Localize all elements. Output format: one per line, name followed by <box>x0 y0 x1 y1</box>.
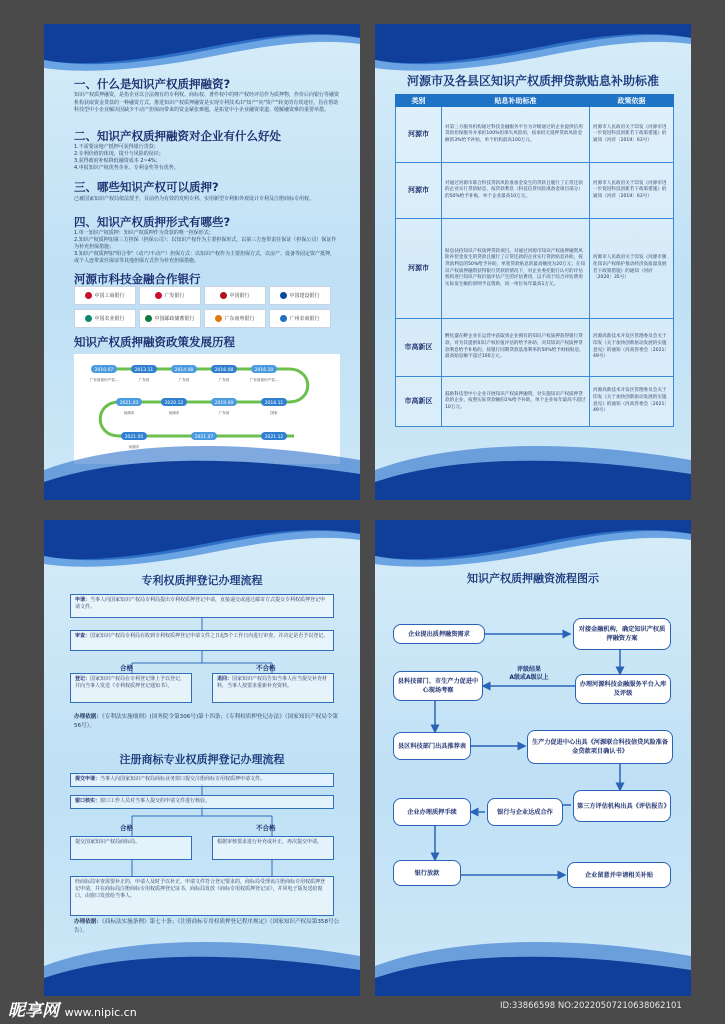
basis-cell: 河源高新技术开发区管理委员会关于印发《关于加快创新驱动发展的实施意见》的通知（河高管委会〔2021〕49号） <box>590 319 674 377</box>
timeline-year: 2018.11 <box>264 401 284 406</box>
city-cell: 市高新区 <box>396 319 442 377</box>
section-text-3: 已被国家知识产权局依法授予，目前仍为有效的发明专利、实用新型专利和外观设计专利及注册商标专用权。 <box>74 196 315 202</box>
flow-node-site-visit: 县科技部门、市生产力促进中心现场考察 <box>393 671 483 701</box>
timeline-year: 2013.11 <box>134 368 154 373</box>
bank-logo-grid <box>74 286 332 328</box>
step-text: 当事人向国家知识产权局商标业务窗口提交注册商标专用权质押申请文件。 <box>100 776 266 782</box>
panel-ip-pledge-intro <box>44 24 360 500</box>
timeline-year: 2020.12 <box>164 401 184 406</box>
panel-content <box>375 520 691 996</box>
flow-node-bank-cooperation: 银行与企业达成合作 <box>487 798 563 826</box>
flow-node-confirmation: 生产力促进中心出具《河源联合科技信贷风险准备金贷款项目确认书》 <box>527 730 673 764</box>
bank-logo <box>204 286 266 305</box>
step-label: 审查： <box>75 633 91 639</box>
section-heading-3: 三、哪些知识产权可以质押? <box>74 180 219 194</box>
column-header: 贴息补助标准 <box>442 95 590 107</box>
basis-cell: 河源市人民政府关于印发《河源市进一步促进科技创新若干政策措施》的通知（河府〔2019〕63号） <box>590 107 674 163</box>
timeline-label: 河源市 <box>128 445 140 449</box>
bank-logo <box>74 309 136 328</box>
timeline-label: 广东省 <box>218 378 230 382</box>
timeline-label: 广东省知识产权... <box>249 378 279 382</box>
list-item: 3.获得政府补贴降低融资成本 2~4%； <box>74 158 161 164</box>
standard-cell: 孵化器在孵企业在运营中获取到企业拥有的知识产权质押获得银行贷款，对为其提供知识产权价值评估的给予补助，对其知识产权质押贷款利息给予补贴的，按银行同期贷款基准利率的50%给予财政贴息，最高贴息额不超过100万元。 <box>442 319 590 377</box>
step-submit <box>70 773 334 787</box>
timeline-label: 河源市 <box>168 411 180 415</box>
standard-cell: 对第三方服务机构通过科技金融服务平台为评级通过的企业提供信用贷款担保服务并承担100%担保失风险的，按承担无抵押贷款风险金额的3%给予补贴，单个机构最高100万元。 <box>442 107 590 163</box>
timeline-year: 2019.09 <box>214 401 234 406</box>
bank-name: 广东南粤银行 <box>224 316 255 322</box>
bank-logo <box>139 309 201 328</box>
flow-node-subsidy-apply: 企业留意并申请相关补贴 <box>567 862 671 888</box>
bank-name: 中国农业银行 <box>94 316 125 322</box>
step-register <box>70 673 192 703</box>
step-label: 退回： <box>217 676 233 682</box>
rating-result-label: 评级结果 A级或A级以上 <box>509 666 549 681</box>
fail-label: 不合格 <box>256 664 276 672</box>
patent-process-title: 专利权质押登记办理流程 <box>141 574 263 587</box>
step-label: 窗口核实： <box>75 798 101 804</box>
bank-name: 中国银行 <box>229 293 250 299</box>
subsidy-table <box>395 94 674 427</box>
panel-subsidy-standards <box>375 24 691 500</box>
timeline-year: 2021.07 <box>194 435 214 440</box>
standard-cell: 贴息扶持知识产权质押贷款项目。对通过河源市知识产权质押融资风险补偿金发生的贷款且履行了正常还款的企业实行贷款贴息补助，按贷款利息的50%给予补助，单笔贷款贴息的最高额度为20万元；在知识产权质押融资获得银行贷款的情况下，对企业委托银行认可的评估机构进行知识产权价值评估产生的评估费用，以不高于综合评估费用实际发生额的原则予以资助，同一单位每年最高1万元。 <box>442 219 590 319</box>
step-review <box>70 630 334 651</box>
basis-cell: 河源市人民政府关于印发《河源市进一步促进科技创新若干政策措施》的通知（河府〔2019〕63号） <box>590 163 674 219</box>
bottom-wave-decoration <box>375 926 691 996</box>
timeline-label: 河源市 <box>123 411 135 415</box>
basis-cell: 河源高新技术开发区管理委员会关于印发《关于加快创新驱动发展的实施意见》的通知（河高管委会〔2021〕49号） <box>590 377 674 427</box>
bank-logo <box>139 286 201 305</box>
flowchart-title: 知识产权质押融资流程图示 <box>467 572 599 585</box>
step-final-registration: 经商标局审查需要补正的，申请人及时予以补正。申请文件符合登记要求的，商标局受理该注册商标专用权质押登记申请，并在商标局注册商标专用权质押登记证书，商标局发放《商标专用权质押登记证》，并同电子版发送给窗口，由窗口发放给当事人。 <box>70 876 334 916</box>
timeline-year: 2021.03 <box>119 401 139 406</box>
timeline-year: 2021.12 <box>264 435 284 440</box>
list-item: 2.专利价值的体现，提升与风险的误识； <box>74 151 164 157</box>
table-header-row <box>396 95 674 107</box>
city-cell: 河源市 <box>396 163 442 219</box>
bank-emblem-icon <box>145 315 152 322</box>
timeline-label: 广东省 <box>218 411 230 415</box>
city-cell: 河源市 <box>396 107 442 163</box>
step-window-check <box>70 795 334 809</box>
panel-registration-process <box>44 520 360 996</box>
flow-node-demand: 企业提出质押融资需求 <box>393 624 485 644</box>
basis-text: 《专利法实施细则》(国务院令第306号)第十四条；《专利权质押登记办法》（国家知识产权局令第56号）。 <box>74 714 338 729</box>
watermark-id: ID:33866598 NO:20220507210638062101 <box>500 1001 682 1011</box>
standard-cell: 鼓励科技型中小企业开展知识产权质押融资，对实施知识产权质押贷款的企业，按照实际贷款额的2%给予补助，单个企业每年最高不超过10万元。 <box>442 377 590 427</box>
list-item: 4.申报知识产权优势企业、专利金奖等有优势。 <box>74 165 179 171</box>
timeline-label: 广东省 <box>138 378 150 382</box>
bank-name: 广州农商银行 <box>289 316 320 322</box>
step-text: 国家知识产权局专利局在收到专利权质押登记申请文件之日起5个工作日内进行审查，并决定是否予以登记。 <box>90 633 329 639</box>
subsidy-title: 河源市及各县区知识产权质押贷款贴息补助标准 <box>406 74 659 88</box>
watermark-site: www.nipic.cn <box>64 1006 137 1019</box>
basis-label: 办理依据： <box>74 919 102 925</box>
trademark-process-title: 注册商标专业权质押登记办理流程 <box>119 753 285 766</box>
bank-logo <box>204 309 266 328</box>
bank-emblem-icon <box>220 292 227 299</box>
step-text: 当事人向国家知识产权局专利局提出专利权质押登记申请，直接递交或通过邮寄方式提交专利权质押登记申请文件。 <box>75 597 326 610</box>
banks-title: 河源市科技金融合作银行 <box>74 272 201 286</box>
table-row <box>396 163 674 219</box>
column-header: 政策依据 <box>590 95 674 107</box>
table-row <box>396 219 674 319</box>
list-item: 2.知识产权质押加第三方担保（担保公司）：以知识产权作为主要担保形式，以第三方连带责任保证（担保公司）保证作为补充担保措施； <box>74 237 337 250</box>
city-cell: 市高新区 <box>396 377 442 427</box>
bank-emblem-icon <box>85 292 92 299</box>
bank-logo <box>269 309 331 328</box>
basis-cell: 河源市人民政府关于印发《河源市强化知识产权保护推动经济高质量发展若干政策措施》的通知（河府〔2020〕35号） <box>590 219 674 319</box>
table-row <box>396 319 674 377</box>
timeline-label: 国家 <box>270 411 278 415</box>
table-row <box>396 377 674 427</box>
step-text: 窗口工作人员对当事人提交的申请文件进行核验。 <box>100 798 211 804</box>
patent-basis <box>74 713 344 731</box>
bank-name: 广发银行 <box>164 293 185 299</box>
bank-logo <box>74 286 136 305</box>
flow-node-evaluation-report: 第三方评估机构出具《评估报告》 <box>573 790 671 822</box>
basis-label: 办理依据： <box>74 714 102 720</box>
bank-emblem-icon <box>280 315 287 322</box>
bottom-wave-decoration <box>375 430 691 500</box>
section-list-4 <box>74 230 340 265</box>
pass-label: 合格 <box>120 664 133 672</box>
flow-node-recommendation: 县区科技部门出具推荐表 <box>393 732 471 760</box>
timeline-year: 2016.10 <box>254 368 274 373</box>
step-label: 申请： <box>75 597 91 603</box>
panel-content <box>44 24 360 500</box>
timeline-year: 2010.07 <box>94 368 114 373</box>
section-list-2 <box>74 144 340 172</box>
bottom-wave-decoration <box>44 430 360 500</box>
table-row <box>396 107 674 163</box>
basis-text: 《商标法实施条例》第七十条；《注册商标专用权质押登记程序规定》（国家知识产权局第358号公告）。 <box>74 919 340 934</box>
flow-node-loan-release: 银行放款 <box>393 860 461 886</box>
flow-node-platform-rating: 办理河源科技金融服务平台入库及评级 <box>575 674 671 704</box>
timeline-year: 2014.08 <box>174 368 194 373</box>
timeline-label: 广东省知识产权... <box>89 378 119 382</box>
bank-emblem-icon <box>155 292 162 299</box>
bank-name: 中国建设银行 <box>289 293 320 299</box>
step-label: 提交申请： <box>75 776 101 782</box>
city-cell: 河源市 <box>396 219 442 319</box>
bottom-wave-decoration <box>44 926 360 996</box>
step-fail-resubmit: 根据审核要求进行补充或补正，再次提交申请。 <box>212 836 334 860</box>
flow-node-bank-matching: 对接金融机构，确定知识产权质押融资方案 <box>573 618 671 650</box>
step-label: 登记： <box>75 676 91 682</box>
step-text: 国家知识产权局告知当事人应当提交补充材料，当事人按要求重新补充资料。 <box>217 676 328 689</box>
step-pass-submit: 提交国家知识产权局商标局。 <box>70 836 192 860</box>
bank-logo <box>269 286 331 305</box>
bank-emblem-icon <box>215 315 222 322</box>
column-header: 类别 <box>396 95 442 107</box>
flow-node-pledge-procedure: 企业办理质押手续 <box>393 798 471 826</box>
list-item: 1.单一知识产权质押：知识产权质押作为贷款的唯一担保形式； <box>74 230 214 236</box>
timeline-year: 2016.08 <box>214 368 234 373</box>
site-watermark <box>8 996 137 1021</box>
section-heading-4: 四、知识产权质押形式有哪些? <box>74 215 231 229</box>
step-reject <box>212 673 334 703</box>
fail-label: 不合格 <box>256 824 276 832</box>
list-item: 3.知识产权质押加"组合拳"（动产/不动产）担保方式：以知识产权作为主要担保方式，以房产、设备等固定资产抵押，或个人连带责任保证等其他担保方式作为补充担保措施。 <box>74 251 336 264</box>
standard-cell: 对通过河源市联合科技贷款风险准备金发生的贷款且履行了正常还款的企业实行贷款贴息，按贷款利息（科技信贷风险准备金项目部分）的50%给予补贴，单个企业最高10万元。 <box>442 163 590 219</box>
timeline-label: 广东省 <box>178 378 190 382</box>
watermark-logo: 昵享网 <box>8 1001 59 1021</box>
bank-emblem-icon <box>280 292 287 299</box>
bank-emblem-icon <box>85 315 92 322</box>
panel-financing-flowchart <box>375 520 691 996</box>
section-heading-2: 二、知识产权质押融资对企业有什么好处 <box>74 129 281 143</box>
timeline-title: 知识产权质押融资政策发展历程 <box>74 335 235 349</box>
bank-name: 中国邮政储蓄银行 <box>154 316 195 322</box>
timeline-year: 2021.05 <box>124 435 144 440</box>
pass-label: 合格 <box>120 824 133 832</box>
step-text: 国家知识产权局在专利登记簿上予以登记，并向当事人发送《专利权质押登记通知书》。 <box>75 676 186 689</box>
step-apply <box>70 594 334 618</box>
bank-name: 中国工商银行 <box>94 293 125 299</box>
panel-content <box>375 24 691 500</box>
section-heading-1: 一、什么是知识产权质押融资? <box>74 77 231 91</box>
list-item: 1.不需要房地产抵押可获得银行贷款； <box>74 144 159 150</box>
section-text-1: 知识产权质押融资，是指企业以合法拥有的专利权、商标权、著作权中的财产权经评估作为质押物，作价后向银行等融资机构获取资金贷款的一种融资方式。推进知识产权质押融资是实现专利技术由"知产"向"资产"转变的有效途径，旨在帮助科技型中小企业解决因缺少不动产担保而带来的资金紧张难题，是拓宽中小企业融资渠道、缓解融资难的重要举措。 <box>74 92 340 114</box>
panel-content <box>44 520 360 996</box>
